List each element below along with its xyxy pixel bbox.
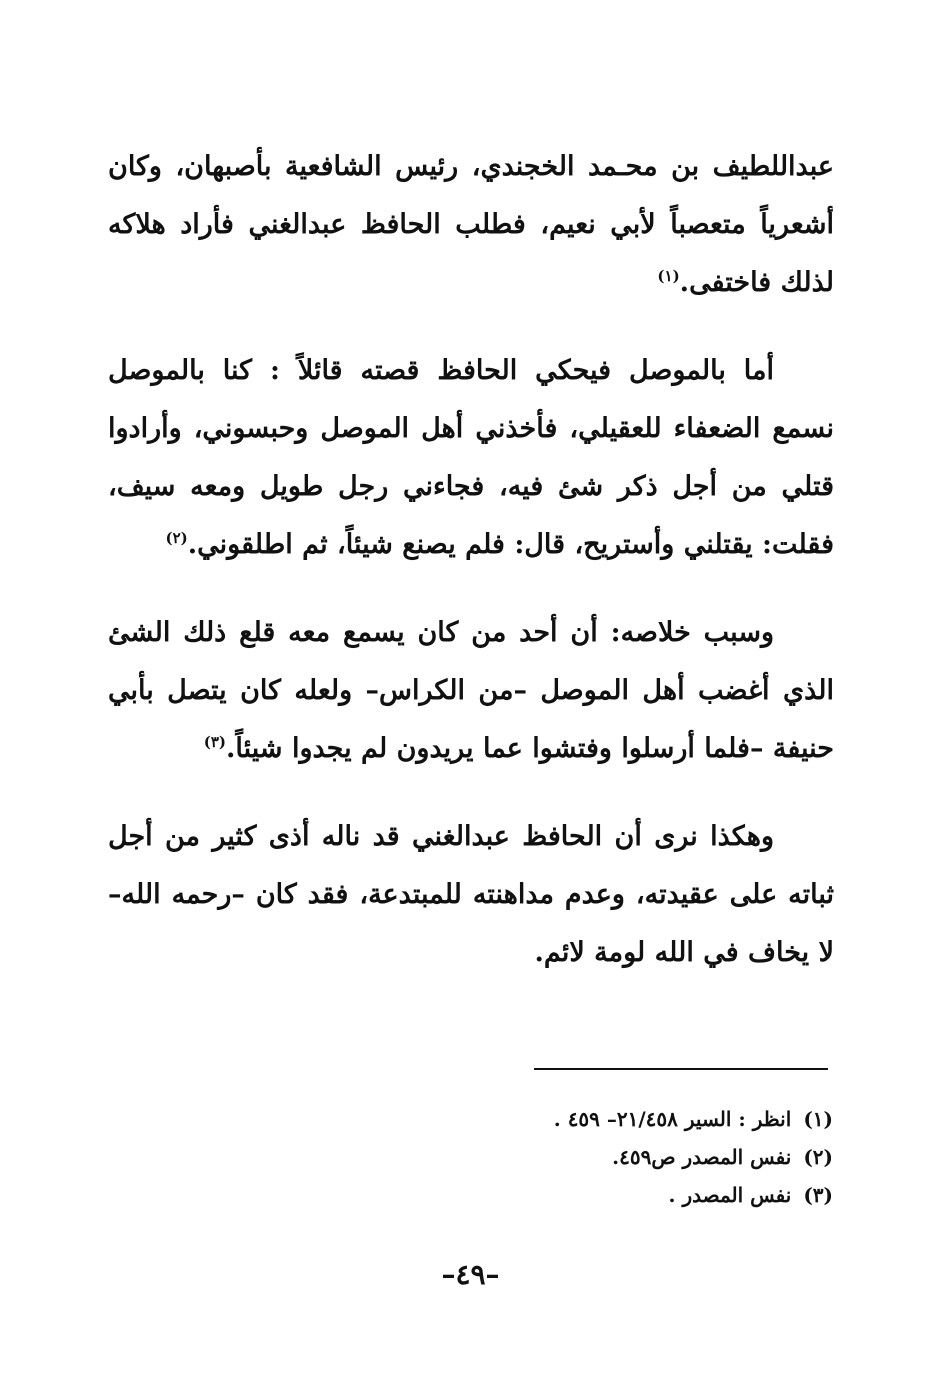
paragraph-4: [108, 808, 834, 982]
footnote-1: [333, 1100, 833, 1138]
footnote-number: (٢): [803, 1145, 833, 1169]
paragraph-2: [108, 342, 834, 574]
footnotes: [333, 1100, 833, 1214]
paragraph-text: عبداللطيف بن محـمد الخجندي، رئيس الشافعية بأصبهان، وكان أشعرياً متعصباً لأبي نعيم، فطلب الحافظ عبدالغني فأراد هلاكه لذلك فاختفى.: [108, 151, 834, 298]
footnote-ref-2: (٢): [165, 529, 188, 547]
footnote-ref-3: (٣): [203, 733, 226, 751]
footnote-divider: [534, 1068, 828, 1070]
footnote-ref-1: (١): [657, 267, 680, 285]
paragraph-3: [108, 604, 834, 778]
paragraph-text: وهكذا نرى أن الحافظ عبدالغني قد ناله أذى كثير من أجل ثباته على عقيدته، وعدم مداهنته للمبتدعة، فقد كان –رحمه الله– لا يخاف في الله لومة لائم.: [108, 821, 834, 968]
paragraph-text: أما بالموصل فيحكي الحافظ قصته قائلاً : كنا بالموصل نسمع الضعفاء للعقيلي، فأخذني أهل الموصل وحبسوني، وأرادوا قتلي من أجل ذكر شئ فيه، فجاءني رجل طويل ومعه سيف، فقلت: يقتلني وأستريح، قال: فلم يصنع شيئاً، ثم اطلقوني.: [108, 355, 834, 560]
page-number: –٤٩–: [441, 1258, 500, 1291]
footnote-3: [333, 1176, 833, 1214]
footnote-text: نفس المصدر ص٤٥٩.: [612, 1145, 792, 1169]
footnote-text: نفس المصدر .: [668, 1183, 792, 1207]
footnote-text: انظر : السير ٢١/٤٥٨– ٤٥٩ .: [553, 1107, 792, 1131]
footnote-2: [333, 1138, 833, 1176]
main-text: [108, 138, 834, 1012]
paragraph-1: [108, 138, 834, 312]
footnote-number: (٣): [803, 1183, 833, 1207]
footnote-number: (١): [803, 1107, 833, 1131]
paragraph-text: وسبب خلاصه: أن أحد من كان يسمع معه قلع ذلك الشئ الذي أغضب أهل الموصل –من الكراس– ولعله كان يتصل بأبي حنيفة –فلما أرسلوا وفتشوا عما يريدون لم يجدوا شيئاً.: [108, 617, 834, 764]
